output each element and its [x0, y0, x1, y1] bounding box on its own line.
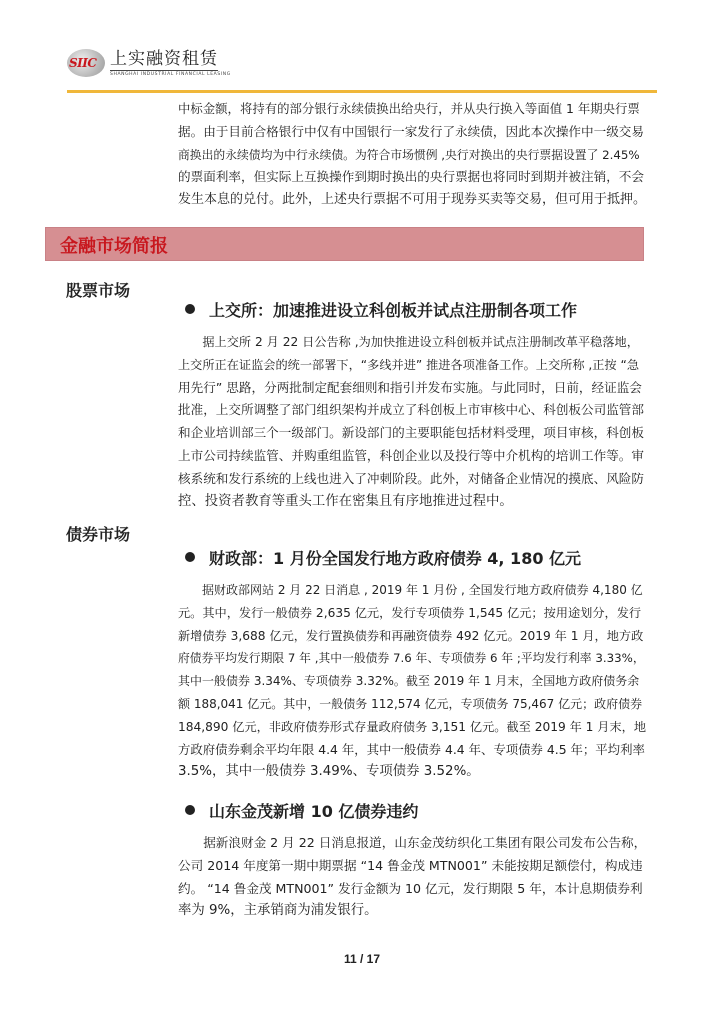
paragraph-line: 率为 9%，主承销商为浦发银行。	[178, 903, 378, 919]
paragraph-line: 商换出的永续债均为中行永续债。为符合市场惯例 ,央行对换出的央行票据设置了 2.45%	[178, 147, 640, 162]
paragraph-line: 其中一般债券 3.34%、专项债券 3.32%。截至 2019 年 1 月末，全国地方政府债务余	[178, 674, 640, 689]
section-title: 金融市场简报	[60, 236, 168, 257]
paragraph-line: 核系统和发行系统的上线也进入了冲刺阶段。此外，对储备企业情况的摸底、风险防	[178, 470, 644, 486]
company-logo	[67, 49, 231, 79]
page-number: 11 / 17	[343, 952, 381, 966]
paragraph-line: 用先行” 思路，分两批制定配套细则和指引并发布实施。与此同时，日前，经证监会	[178, 379, 642, 395]
article-title-text: 上交所：加速推进设立科创板并试点注册制各项工作	[209, 301, 578, 320]
default-article-body	[178, 832, 646, 923]
bullet-icon	[185, 552, 195, 562]
paragraph-line: 中标金额，将持有的部分银行永续债换出给央行，并从央行换入等面值 1 年期央行票	[178, 101, 640, 116]
stock-article-title	[185, 298, 577, 321]
bond-article-title	[185, 546, 581, 569]
paragraph-line: 上交所正在证监会的统一部署下，“多线并进” 推进各项准备工作。上交所称 ,正按 “急	[178, 357, 639, 372]
default-article-title	[185, 799, 418, 822]
article-title-text: 财政部：1 月份全国发行地方政府债券 4, 180 亿元	[209, 549, 582, 568]
paragraph-line: 公司 2014 年度第一期中期票据 “14 鲁金茂 MTN001” 未能按期足额偿付，构成违	[178, 857, 643, 873]
bullet-icon	[185, 805, 195, 815]
bond-article-body	[178, 579, 646, 784]
paragraph-line: 的票面利率，但实际上互换操作到期时换出的央行票据也将同时到期并被注销，不会	[178, 169, 644, 185]
paragraph-line: 3.5%，其中一般债券 3.49%、专项债券 3.52%。	[178, 764, 480, 780]
paragraph-line: 据新浪财金 2 月 22 日消息报道，山东金茂纺织化工集团有限公司发布公告称，	[178, 835, 647, 850]
paragraph-line: 184,890 亿元，非政府债券形式存量政府债务 3,151 亿元。截至 2019 年 1 月末，地	[178, 719, 647, 734]
siic-logo-mark	[67, 49, 105, 77]
bullet-icon	[185, 304, 195, 314]
paragraph-line: 控、投资者教育等重头工作在密集且有序地推进过程中。	[178, 493, 513, 509]
stock-market-heading: 股票市场	[66, 281, 131, 300]
paragraph-line: 和企业培训部三个一级部门。新设部门的主要职能包括材料受理，项目审核，科创板	[178, 425, 644, 441]
intro-paragraph	[178, 98, 646, 212]
paragraph-line: 约。 “14 鲁金茂 MTN001” 发行金额为 10 亿元，发行期限 5 年，本计息期债券利	[178, 880, 643, 896]
header-divider	[67, 90, 657, 93]
logo-mark-text: SIIC	[69, 56, 97, 70]
paragraph-line: 府债券平均发行期限 7 年 ,其中一般债券 7.6 年、专项债券 6 年 ;平均发行利率 3.33%，	[178, 651, 645, 666]
paragraph-line: 发生本息的兑付。此外，上述央行票据不可用于现券买卖等交易，但可用于抵押。	[178, 192, 647, 208]
stock-article-body	[178, 331, 646, 513]
paragraph-line: 额 188,041 亿元。其中，一般债务 112,574 亿元，专项债务 75,467 亿元；政府债券	[178, 696, 643, 711]
section-banner	[45, 227, 644, 261]
paragraph-line: 元。其中，发行一般债券 2,635 亿元，发行专项债券 1,545 亿元；按用途划分，发行	[178, 605, 642, 620]
paragraph-line: 据上交所 2 月 22 日公告称 ,为加快推进设立科创板并试点注册制改革平稳落地，	[178, 335, 639, 349]
paragraph-line: 据。由于目前合格银行中仅有中国银行一家发行了永续债，因此本次操作中一级交易	[178, 123, 644, 139]
article-title-text: 山东金茂新增 10 亿债券违约	[209, 802, 419, 821]
paragraph-line: 上市公司持续监管、并购重组监管，科创企业以及投行等中介机构的培训工作等。审	[178, 447, 644, 463]
bond-market-heading: 债券市场	[66, 525, 131, 544]
paragraph-line: 据财政部网站 2 月 22 日消息 , 2019 年 1 月份 , 全国发行地方政府债券 4,180 亿	[178, 583, 643, 597]
paragraph-line: 方政府债券剩余平均年限 4.4 年，其中一般债券 4.4 年、专项债券 4.5 年；平均利率	[178, 741, 645, 757]
paragraph-line: 新增债券 3,688 亿元，发行置换债券和再融资债券 492 亿元。2019 年 1 月，地方政	[178, 628, 644, 643]
paragraph-line: 批准，上交所调整了部门组织架构并成立了科创板上市审核中心、科创板公司监管部	[178, 402, 644, 418]
logo-chinese-name: 上实融资租赁	[110, 49, 218, 69]
logo-english-name: SHANGHAI INDUSTRIAL FINANCIAL LEASING	[110, 72, 231, 77]
